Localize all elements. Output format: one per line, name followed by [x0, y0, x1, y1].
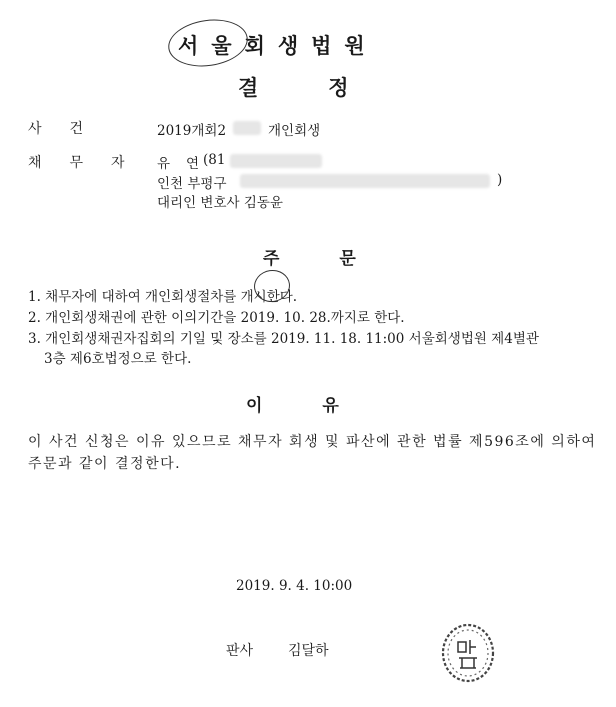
debtor-label: 채무자: [28, 155, 153, 171]
order-item: 2. 개인회생채권에 관한 이의기간을 2019. 10. 28.까지로 한다.: [28, 310, 405, 326]
case-type: 개인회생: [268, 123, 321, 139]
judge-seal: [440, 622, 496, 684]
court-name: 서울회생법원: [178, 33, 378, 58]
judge-title: 판사: [226, 643, 254, 659]
debtor-id: (81: [203, 152, 226, 168]
reason-heading: 이유: [246, 396, 399, 416]
document-title: 결정: [238, 75, 419, 100]
debtor-name-last: 연: [186, 156, 200, 172]
order-heading: 주문: [263, 249, 416, 269]
redaction-block: [240, 174, 490, 188]
case-number: 2019개회2: [157, 123, 227, 139]
judge-name: 김달하: [288, 643, 329, 659]
reason-line: 주문과 같이 결정한다.: [28, 456, 182, 472]
redaction-block: [233, 121, 261, 135]
order-item: 1. 채무자에 대하여 개인회생절차를 개시한다.: [28, 289, 298, 305]
agent-line: 대리인 변호사 김동윤: [157, 195, 283, 211]
address-close: ): [497, 172, 503, 188]
debtor-name-first: 유: [157, 156, 171, 172]
case-label: 사건: [28, 121, 112, 137]
redaction-block: [230, 154, 322, 168]
decision-date: 2019. 9. 4. 10:00: [236, 578, 353, 594]
order-item-continued: 3층 제6호법정으로 한다.: [44, 351, 192, 367]
address-prefix: 인천 부평구: [157, 176, 227, 192]
order-item: 3. 개인회생채권자집회의 기일 및 장소를 2019. 11. 18. 11:00 서울회생법원 제4별관: [28, 331, 539, 347]
court-name-scribble: [165, 15, 251, 72]
reason-line: 이 사건 신청은 이유 있으므로 채무자 회생 및 파산에 관한 법률 제596조에 의하여: [28, 434, 597, 450]
